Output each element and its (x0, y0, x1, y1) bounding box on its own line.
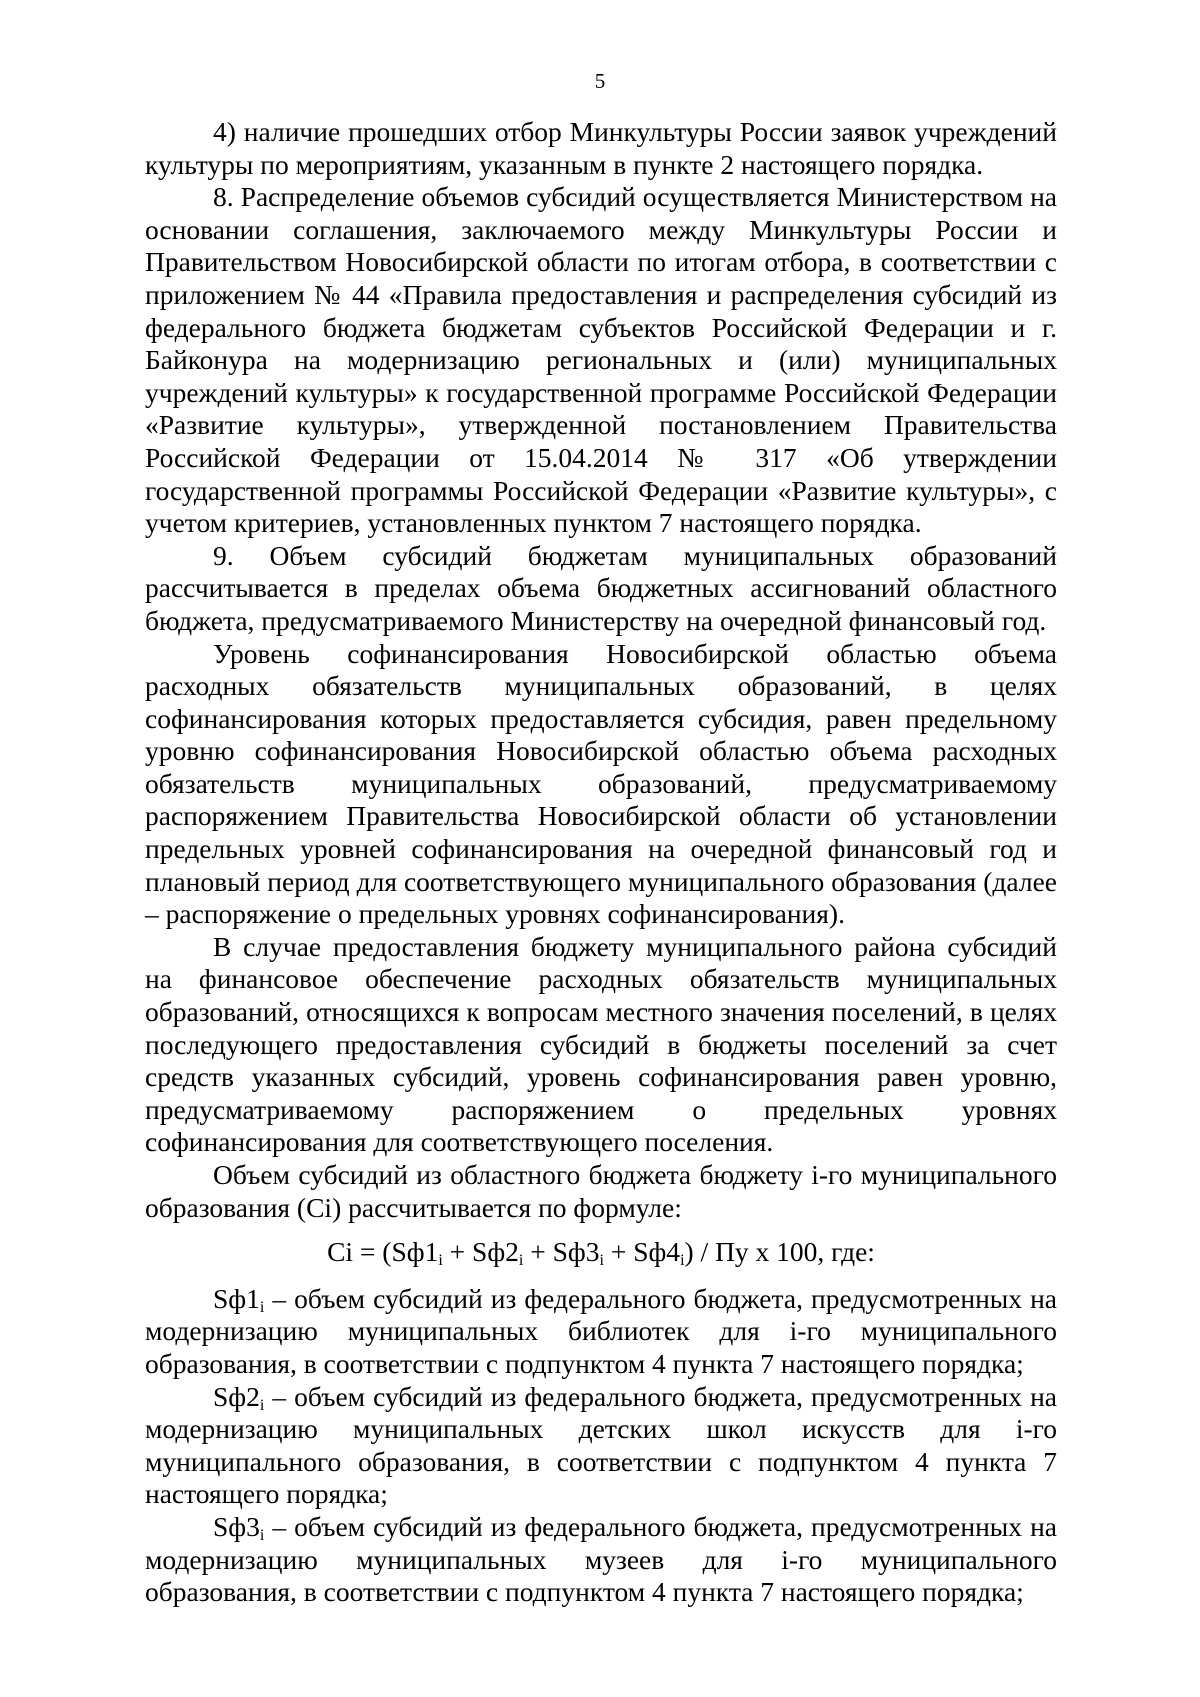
formula-sub-1: i (438, 1252, 443, 1270)
paragraph-item-9: 9. Объем субсидий бюджетам муниципальных образований рассчитывается в пределах объема бюджетных ассигнований областного бюджета, предусматриваемого Министерству на очередной финансовый год. (145, 539, 1057, 636)
formula-lhs: Ci = (Sф1 (327, 1236, 439, 1268)
definition-symbol: Sф1 (213, 1282, 260, 1314)
formula-term-2: + Sф2 (442, 1236, 519, 1268)
formula-tail: ) / Пу х 100, где: (684, 1236, 875, 1268)
formula-term-4: + Sф4 (603, 1236, 681, 1268)
definition-subscript: i (259, 1526, 265, 1544)
definition-text: – объем субсидий из федерального бюджета, предусмотренных на модернизацию муниципальных музеев для i-го муниципального образования, в соответствии с подпунктом 4 пункта 7 настоящего порядка; (145, 1510, 1057, 1608)
definition-sf2 (145, 1381, 1057, 1511)
definition-symbol: Sф3 (213, 1510, 260, 1542)
definition-text: – объем субсидий из федерального бюджета, предусмотренных на модернизацию муниципальных библиотек для i-го муниципального образования, в соответствии с подпунктом 4 пункта 7 настоящего порядка; (145, 1282, 1057, 1379)
definition-symbol: Sф2 (213, 1380, 260, 1412)
paragraph-subitem-4: 4) наличие прошедших отбор Минкультуры России заявок учреждений культуры по мероприятиям, указанным в пункте 2 настоящего порядка. (145, 116, 1057, 180)
formula-sub-4: i (680, 1252, 685, 1270)
formula-sub-3: i (599, 1252, 604, 1270)
definition-sf3 (145, 1511, 1057, 1609)
definition-subscript: i (259, 1298, 265, 1316)
definition-text: – объем субсидий из федерального бюджета, предусмотренных на модернизацию муниципальных детских школ искусств для i-го муниципального образования, в соответствии с подпунктом 4 пункта 7 настоящего порядка; (145, 1380, 1057, 1510)
paragraph-formula-intro: Объем субсидий из областного бюджета бюджету i-го муниципального образования (Ci) рассчитывается по формуле: (145, 1159, 1057, 1223)
formula-term-3: + Sф3 (523, 1236, 600, 1268)
page-number: 5 (594, 69, 606, 93)
formula-sub-2: i (518, 1252, 524, 1270)
paragraph-district-case: В случае предоставления бюджету муниципального района субсидий на финансовое обеспечение расходных обязательств муниципальных образований, относящихся к вопросам местного значения поселений, в целях последующего предоставления субсидий в бюджеты поселений за счет средств указанных субсидий, уровень софинансирования равен уровню, предусматриваемому распоряжением о предельных уровнях софинансирования для соответствующего поселения. (145, 930, 1057, 1158)
definition-sf1 (145, 1283, 1057, 1381)
definition-subscript: i (259, 1396, 265, 1414)
paragraph-item-8: 8. Распределение объемов субсидий осуществляется Министерством на основании соглашения, заключаемого между Минкультуры России и Правительством Новосибирской области по итогам отбора, в соответствии с приложением № 44 «Правила предоставления и распределения субсидий из федерального бюджета бюджетам субъектов Российской Федерации и г. Байконура на модернизацию региональных и (или) муниципальных учреждений культуры» к государственной программе Российской Федерации «Развитие культуры», утвержденной постановлением Правительства Российской Федерации от 15.04.2014 № 317 «Об утверждении государственной программы Российской Федерации «Развитие культуры», с учетом критериев, установленных пунктом 7 настоящего порядка. (145, 181, 1057, 539)
paragraph-cofinancing-level: Уровень софинансирования Новосибирской областью объема расходных обязательств муниципальных образований, в целях софинансирования которых предоставляется субсидия, равен предельному уровню софинансирования Новосибирской областью объема расходных обязательств муниципальных образований, предусматриваемому распоряжением Правительства Новосибирской области об установлении предельных уровней софинансирования на очередной финансовый год и плановый период для соответствующего муниципального образования (далее – распоряжение о предельных уровнях софинансирования). (145, 637, 1057, 930)
document-body (145, 116, 1057, 1609)
formula (145, 1236, 1057, 1269)
